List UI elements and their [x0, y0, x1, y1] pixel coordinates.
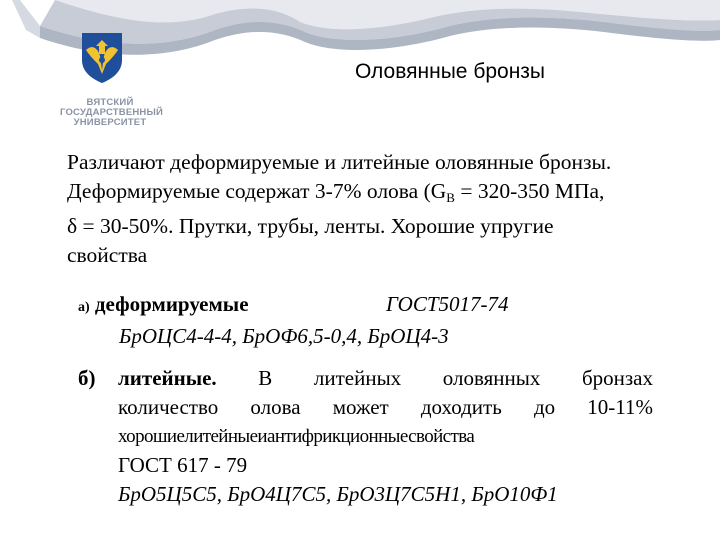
item-text: В литейных оловянных бронзах — [258, 366, 653, 390]
item-kind: литейные. — [118, 366, 217, 390]
university-name-line: ГОСУДАРСТВЕННЫЙ — [60, 107, 164, 118]
item-kind: деформируемые — [94, 292, 249, 316]
item-line: количество олова может доходить до 10-11% — [118, 395, 653, 419]
slide-title: Оловянные бронзы — [354, 60, 546, 83]
item-heading — [78, 290, 678, 322]
intro-text: = 320-350 МПа, — [454, 179, 605, 203]
intro-line: δ = 30-50%. Прутки, трубы, ленты. Хорошие упругие — [67, 214, 554, 238]
intro-line: Различают деформируемые и литейные оловянные бронзы. — [67, 150, 612, 174]
university-crest-icon — [78, 30, 126, 84]
list-item-cast — [118, 364, 653, 509]
strength-subscript: B — [446, 190, 455, 205]
university-name-line: УНИВЕРСИТЕТ — [73, 117, 147, 128]
item-line: хорошиелитейныеиантифрикционныесвойства — [118, 426, 475, 447]
alloy-grades: БрОЦС4-4-4, БрОФ6,5-0,4, БрОЦ4-3 — [119, 324, 449, 348]
intro-text: Деформируемые содержат 3-7% олова (G — [67, 179, 447, 203]
university-name-line: ВЯТСКИЙ — [86, 97, 134, 108]
university-name — [60, 97, 164, 128]
intro-paragraph — [67, 148, 697, 270]
gost-standard: ГОСТ 617 - 79 — [118, 453, 248, 477]
intro-line — [67, 177, 697, 212]
intro-line: свойства — [67, 243, 148, 267]
list-marker: а) — [78, 300, 90, 315]
list-marker: б) — [78, 366, 96, 390]
gost-standard: ГОСТ5017-74 — [386, 292, 509, 316]
list-item-wrought — [78, 290, 678, 351]
item-line — [118, 364, 653, 393]
alloy-grades: БрО5Ц5С5, БрО4Ц7С5, БрО3Ц7С5Н1, БрО10Ф1 — [118, 482, 558, 506]
